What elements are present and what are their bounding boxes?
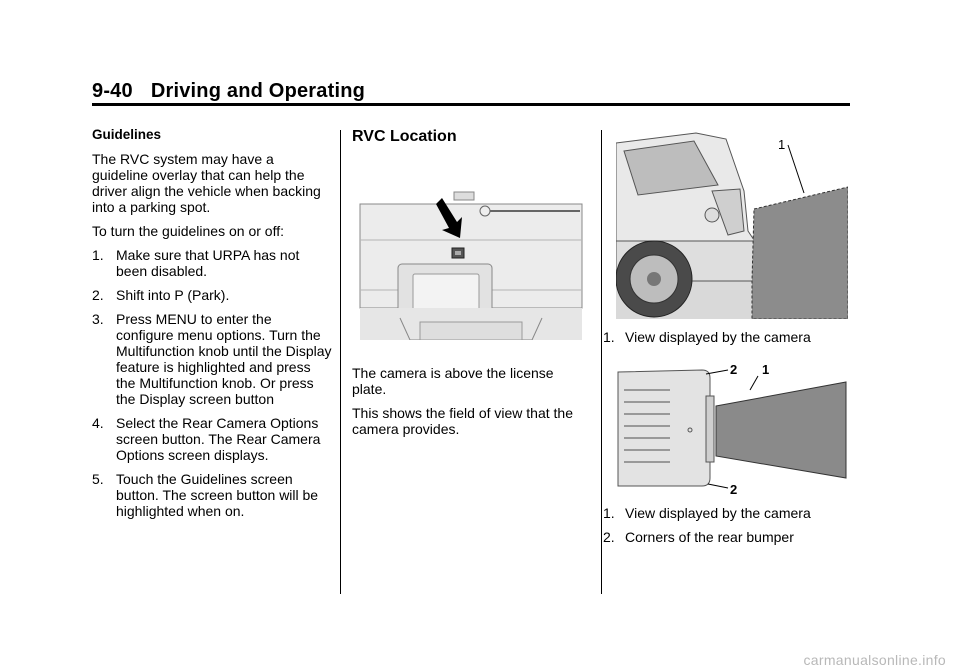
rvc-location-heading: RVC Location [352,128,457,145]
page-header [92,80,365,103]
column-divider-left [340,130,341,594]
caption-text: Corners of the rear bumper [625,529,794,545]
watermark: carmanualsonline.info [803,652,946,668]
top-view-illustration [616,360,848,496]
callout-2-bottom-label: 2 [730,482,738,496]
caption-text: View displayed by the camera [625,505,811,521]
section-title: Driving and Operating [150,80,366,102]
rvc-location-illustration [358,186,584,340]
middle-column [352,129,588,153]
step-number: 5. [92,471,104,487]
list-item [92,247,332,279]
step-text: Shift into P (Park). [116,287,230,303]
header-rule [92,103,850,106]
step-text: Press MENU to enter the configure menu options. Turn the Multifunction knob until the Display feature is highlighted and press the Multifunction knob. Or press the Display screen button [116,311,332,407]
callout-1-label: 1 [778,137,786,152]
column-divider-right [601,130,602,594]
callout-2-top-label: 2 [730,362,738,377]
step-text: Select the Rear Camera Options screen button. The Rear Camera Options screen displays. [116,415,321,463]
caption-number: 1. [603,505,615,521]
list-item [92,471,332,519]
step-text: Make sure that URPA has not been disabled. [116,247,300,279]
lead-paragraph: To turn the guidelines on or off: [92,223,284,239]
callout-1-label: 1 [762,362,770,377]
caption-text: View displayed by the camera [625,329,811,345]
figure2-caption-2 [603,529,853,545]
figure2-caption-1 [603,505,853,521]
step-number: 3. [92,311,104,327]
field-of-view-paragraph: This shows the field of view that the camera provides. [352,405,573,437]
figure1-caption [603,329,853,345]
caption-number: 1. [603,329,615,345]
page-number: 9-40 [92,80,133,102]
step-text: Touch the Guidelines screen button. The screen button will be highlighted when on. [116,471,319,519]
guidelines-subheading: Guidelines [92,127,162,142]
step-number: 2. [92,287,104,303]
middle-text [352,365,588,445]
rear-view-illustration [616,131,848,319]
camera-location-paragraph: The camera is above the license plate. [352,365,554,397]
list-item [92,287,332,303]
caption-number: 2. [603,529,615,545]
left-column [92,127,332,527]
list-item [92,311,332,407]
step-number: 1. [92,247,104,263]
list-item [92,415,332,463]
steps-list [92,247,332,519]
intro-paragraph: The RVC system may have a guideline overlay that can help the driver align the vehicle when backing into a parking spot. [92,151,321,215]
step-number: 4. [92,415,104,431]
